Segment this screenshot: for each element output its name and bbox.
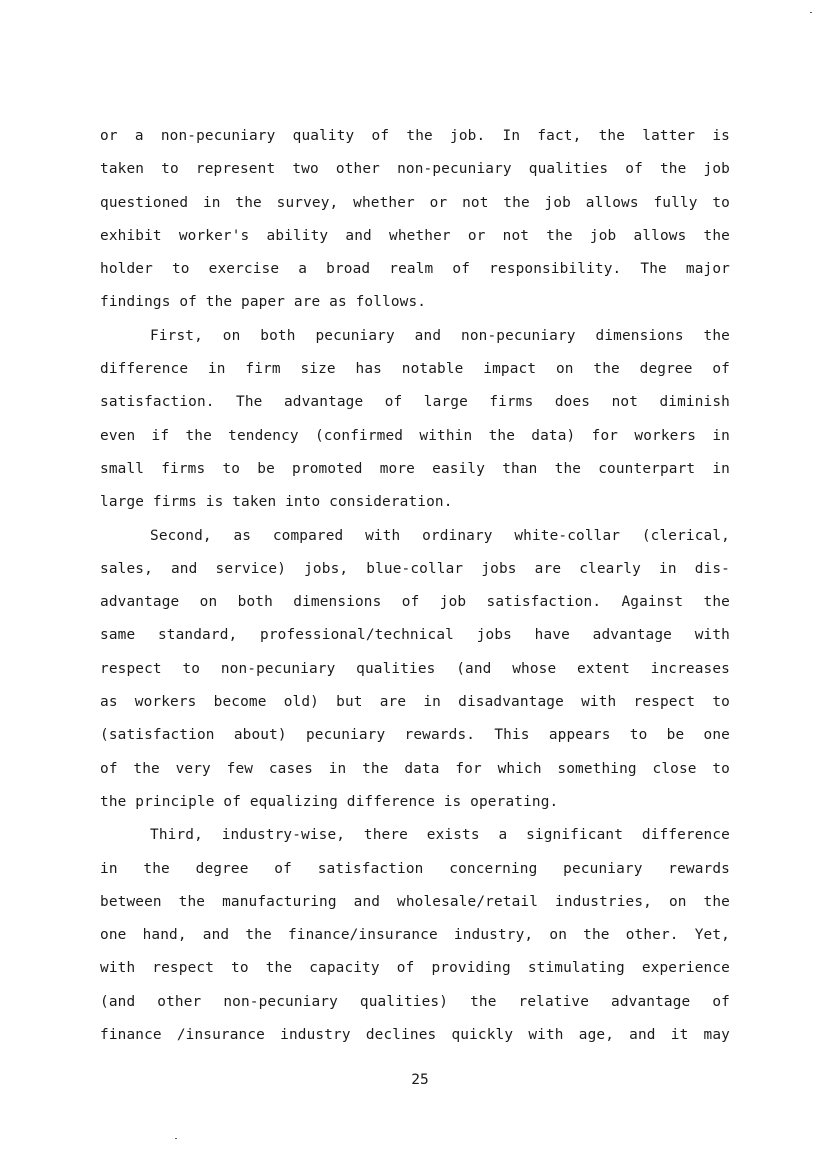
text-line: (satisfaction about) pecuniary rewards. This appears to be one xyxy=(100,727,730,744)
text-line: small firms to be promoted more easily than the counterpart in xyxy=(100,460,730,477)
text-line: as workers become old) but are in disadvantage with respect to xyxy=(100,694,730,711)
text-line: same standard, professional/technical jobs have advantage with xyxy=(100,627,730,644)
text-line: taken to represent two other non-pecuniary qualities of the job xyxy=(100,161,730,178)
text-line: of the very few cases in the data for which something close to xyxy=(100,760,730,777)
scan-speck xyxy=(175,1138,177,1139)
text-line: the principle of equalizing difference is operating. xyxy=(100,793,559,810)
text-line: First, on both pecuniary and non-pecuniary dimensions the xyxy=(150,327,730,344)
text-line: difference in firm size has notable impact on the degree of xyxy=(100,361,730,378)
text-line: holder to exercise a broad realm of responsibility. The major xyxy=(100,261,730,278)
text-line: findings of the paper are as follows. xyxy=(100,294,427,311)
text-line: (and other non-pecuniary qualities) the relative advantage of xyxy=(100,993,730,1010)
text-line: in the degree of satisfaction concerning pecuniary rewards xyxy=(100,860,730,877)
text-line: Second, as compared with ordinary white-collar (clerical, xyxy=(150,527,730,544)
text-line: exhibit worker's ability and whether or not the job allows the xyxy=(100,227,730,244)
body-text xyxy=(100,120,730,1052)
text-line: with respect to the capacity of providing stimulating experience xyxy=(100,960,730,977)
scan-speck xyxy=(810,12,812,13)
text-line: even if the tendency (confirmed within the data) for workers in xyxy=(100,427,730,444)
text-line: respect to non-pecuniary qualities (and whose extent increases xyxy=(100,660,730,677)
text-line: Third, industry-wise, there exists a significant difference xyxy=(150,827,730,844)
text-line: finance /insurance industry declines quickly with age, and it may xyxy=(100,1027,730,1044)
text-line: sales, and service) jobs, blue-collar jobs are clearly in dis- xyxy=(100,560,730,577)
page-number: 25 xyxy=(411,1072,429,1088)
text-line: one hand, and the finance/insurance industry, on the other. Yet, xyxy=(100,927,730,944)
text-line: or a non-pecuniary quality of the job. In fact, the latter is xyxy=(100,128,730,144)
text-line: satisfaction. The advantage of large firms does not diminish xyxy=(100,394,730,411)
text-line: between the manufacturing and wholesale/retail industries, on the xyxy=(100,893,730,910)
text-line: advantage on both dimensions of job satisfaction. Against the xyxy=(100,594,730,611)
text-line: large firms is taken into consideration. xyxy=(100,494,453,511)
text-line: questioned in the survey, whether or not the job allows fully to xyxy=(100,194,730,211)
